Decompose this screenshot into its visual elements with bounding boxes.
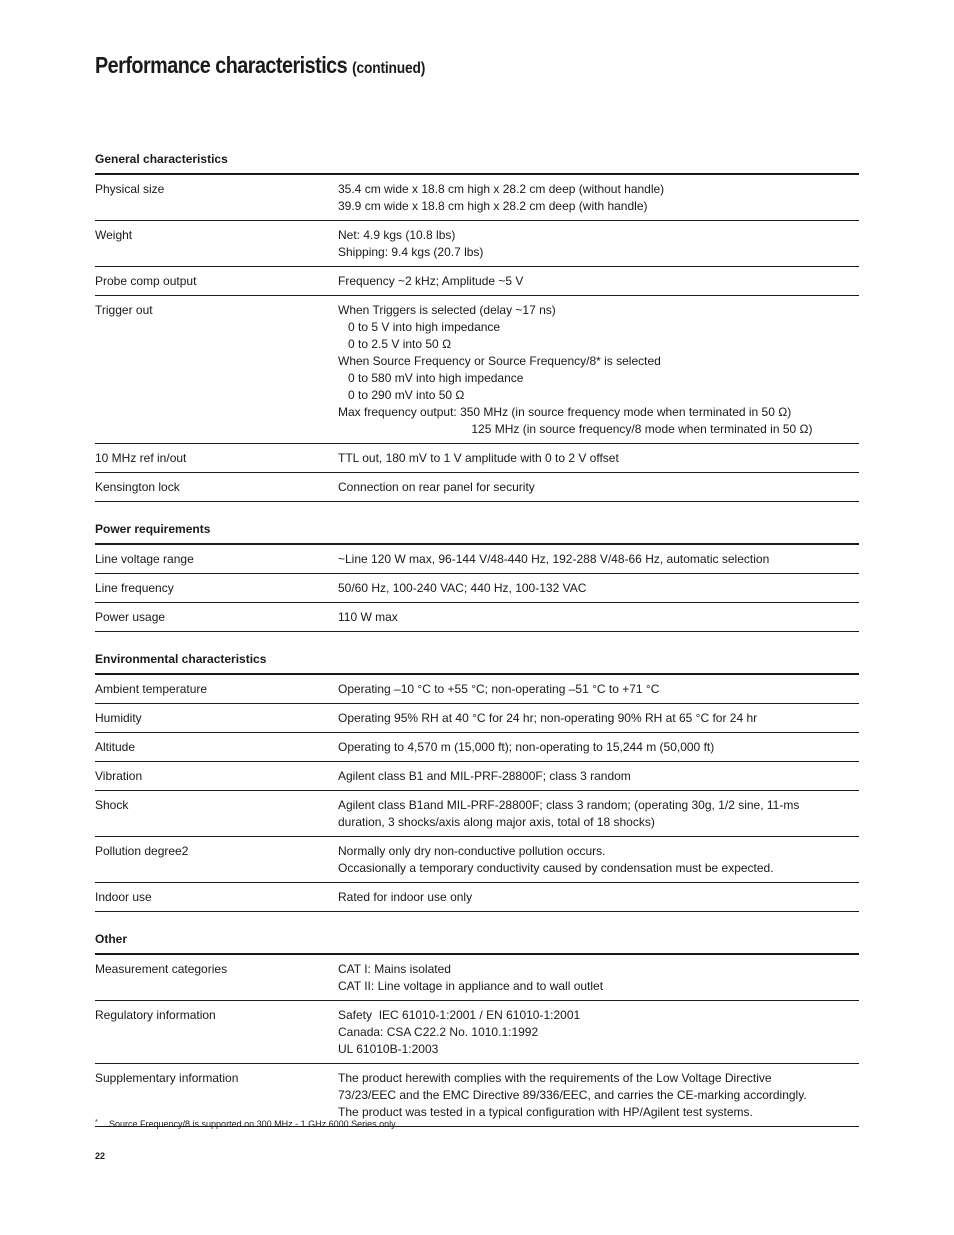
spec-value <box>338 609 859 626</box>
spec-row <box>95 791 859 837</box>
spec-value <box>338 580 859 597</box>
spec-label: Trigger out <box>95 303 153 317</box>
spec-row <box>95 267 859 296</box>
spec-label: Line voltage range <box>95 552 194 566</box>
spec-label: Indoor use <box>95 890 152 904</box>
spec-label: Physical size <box>95 182 165 196</box>
section-title: Power requirements <box>95 520 859 545</box>
spec-value-line: CAT II: Line voltage in appliance and to wall outlet <box>338 979 604 993</box>
spec-section <box>95 650 859 912</box>
spec-value <box>338 797 859 831</box>
spec-label: Probe comp output <box>95 274 197 288</box>
spec-value-line: 73/23/EEC and the EMC Directive 89/336/EEC, and carries the CE-marking accordingly. <box>338 1088 807 1102</box>
spec-label: Measurement categories <box>95 962 228 976</box>
spec-value <box>338 961 859 995</box>
page-title <box>95 52 425 79</box>
spec-label: Altitude <box>95 740 136 754</box>
spec-row <box>95 296 859 444</box>
spec-section <box>95 150 859 502</box>
spec-value-line: 35.4 cm wide x 18.8 cm high x 28.2 cm deep (without handle) <box>338 182 665 196</box>
spec-section <box>95 930 859 1127</box>
spec-label: Power usage <box>95 610 166 624</box>
spec-value-line: Agilent class B1 and MIL-PRF-28800F; class 3 random <box>338 769 631 783</box>
spec-value-line: When Triggers is selected (delay ~17 ns) <box>338 303 556 317</box>
spec-value-line: Safety IEC 61010-1:2001 / EN 61010-1:2001 <box>338 1008 581 1022</box>
spec-value-line: Occasionally a temporary conductivity caused by condensation must be expected. <box>338 861 774 875</box>
spec-sections <box>95 150 859 1145</box>
spec-value-line: Operating to 4,570 m (15,000 ft); non-operating to 15,244 m (50,000 ft) <box>338 740 715 754</box>
spec-value <box>338 181 859 215</box>
spec-label: Regulatory information <box>95 1008 216 1022</box>
spec-value-line: Agilent class B1and MIL-PRF-28800F; class 3 random; (operating 30g, 1/2 sine, 11-ms <box>338 798 800 812</box>
spec-value-line: Canada: CSA C22.2 No. 1010.1:1992 <box>338 1025 539 1039</box>
spec-value-line: Rated for indoor use only <box>338 890 473 904</box>
spec-value-line: 0 to 2.5 V into 50 Ω <box>338 337 452 351</box>
spec-value <box>338 710 859 727</box>
spec-value <box>338 302 859 438</box>
spec-value <box>338 1007 859 1058</box>
spec-value-line: Net: 4.9 kgs (10.8 lbs) <box>338 228 456 242</box>
footnote <box>95 1119 397 1129</box>
spec-value-line: 0 to 5 V into high impedance <box>338 320 501 334</box>
spec-row <box>95 603 859 632</box>
spec-value-line: ~Line 120 W max, 96-144 V/48-440 Hz, 192-288 V/48-66 Hz, automatic selection <box>338 552 770 566</box>
spec-value-line: Connection on rear panel for security <box>338 480 535 494</box>
spec-row <box>95 1001 859 1064</box>
spec-value <box>338 227 859 261</box>
footnote-mark: * <box>95 1119 98 1126</box>
spec-value-line: 110 W max <box>338 610 398 624</box>
spec-label: Pollution degree2 <box>95 844 189 858</box>
spec-row <box>95 883 859 912</box>
spec-row <box>95 762 859 791</box>
spec-row <box>95 704 859 733</box>
section-title: Environmental characteristics <box>95 650 859 675</box>
spec-value <box>338 551 859 568</box>
spec-value-line: Normally only dry non-conductive pollution occurs. <box>338 844 606 858</box>
spec-value-line: Frequency ~2 kHz; Amplitude ~5 V <box>338 274 524 288</box>
spec-value-line: Operating –10 °C to +55 °C; non-operating –51 °C to +71 °C <box>338 682 660 696</box>
spec-value-line: The product was tested in a typical configuration with HP/Agilent test systems. <box>338 1105 753 1119</box>
spec-value <box>338 681 859 698</box>
spec-label: Kensington lock <box>95 480 180 494</box>
spec-value-line: TTL out, 180 mV to 1 V amplitude with 0 to 2 V offset <box>338 451 619 465</box>
spec-value <box>338 889 859 906</box>
footnote-text: Source Frequency/8 is supported on 300 MHz - 1 GHz 6000 Series only. <box>109 1119 398 1129</box>
spec-value-line: 50/60 Hz, 100-240 VAC; 440 Hz, 100-132 VAC <box>338 581 587 595</box>
spec-value <box>338 843 859 877</box>
spec-value-line: CAT I: Mains isolated <box>338 962 451 976</box>
spec-value-line: 0 to 290 mV into 50 Ω <box>338 388 465 402</box>
spec-row <box>95 1064 859 1127</box>
spec-value-line: Max frequency output: 350 MHz (in source frequency mode when terminated in 50 Ω) <box>338 405 792 419</box>
spec-row <box>95 675 859 704</box>
spec-label: Vibration <box>95 769 143 783</box>
spec-label: Ambient temperature <box>95 682 208 696</box>
spec-value-line: UL 61010B-1:2003 <box>338 1042 439 1056</box>
spec-value-line: duration, 3 shocks/axis along major axis, total of 18 shocks) <box>338 815 655 829</box>
spec-label: Shock <box>95 798 129 812</box>
spec-value <box>338 768 859 785</box>
spec-value-line: 39.9 cm wide x 18.8 cm high x 28.2 cm deep (with handle) <box>338 199 648 213</box>
page-title-continued: (continued) <box>352 60 426 77</box>
spec-row <box>95 444 859 473</box>
section-title: Other <box>95 930 859 955</box>
page-title-main: Performance characteristics <box>95 52 348 78</box>
spec-row <box>95 175 859 221</box>
spec-value <box>338 479 859 496</box>
spec-row <box>95 955 859 1001</box>
spec-label: Line frequency <box>95 581 174 595</box>
spec-value <box>338 450 859 467</box>
page-number: 22 <box>95 1151 106 1161</box>
spec-value-line: The product herewith complies with the requirements of the Low Voltage Directive <box>338 1071 772 1085</box>
spec-section <box>95 520 859 632</box>
spec-label: 10 MHz ref in/out <box>95 451 187 465</box>
spec-value <box>338 1070 859 1121</box>
spec-label: Supplementary information <box>95 1071 239 1085</box>
spec-row <box>95 574 859 603</box>
spec-row <box>95 473 859 502</box>
spec-value-line: 125 MHz (in source frequency/8 mode when terminated in 50 Ω) <box>338 422 813 436</box>
spec-value-line: 0 to 580 mV into high impedance <box>338 371 524 385</box>
spec-label: Weight <box>95 228 133 242</box>
spec-row <box>95 733 859 762</box>
spec-row <box>95 221 859 267</box>
spec-value-line: Operating 95% RH at 40 °C for 24 hr; non-operating 90% RH at 65 °C for 24 hr <box>338 711 758 725</box>
section-title: General characteristics <box>95 150 859 175</box>
spec-label: Humidity <box>95 711 142 725</box>
spec-value <box>338 739 859 756</box>
spec-row <box>95 837 859 883</box>
spec-row <box>95 545 859 574</box>
spec-value-line: When Source Frequency or Source Frequency/8* is selected <box>338 354 661 368</box>
spec-value-line: Shipping: 9.4 kgs (20.7 lbs) <box>338 245 484 259</box>
spec-value <box>338 273 859 290</box>
